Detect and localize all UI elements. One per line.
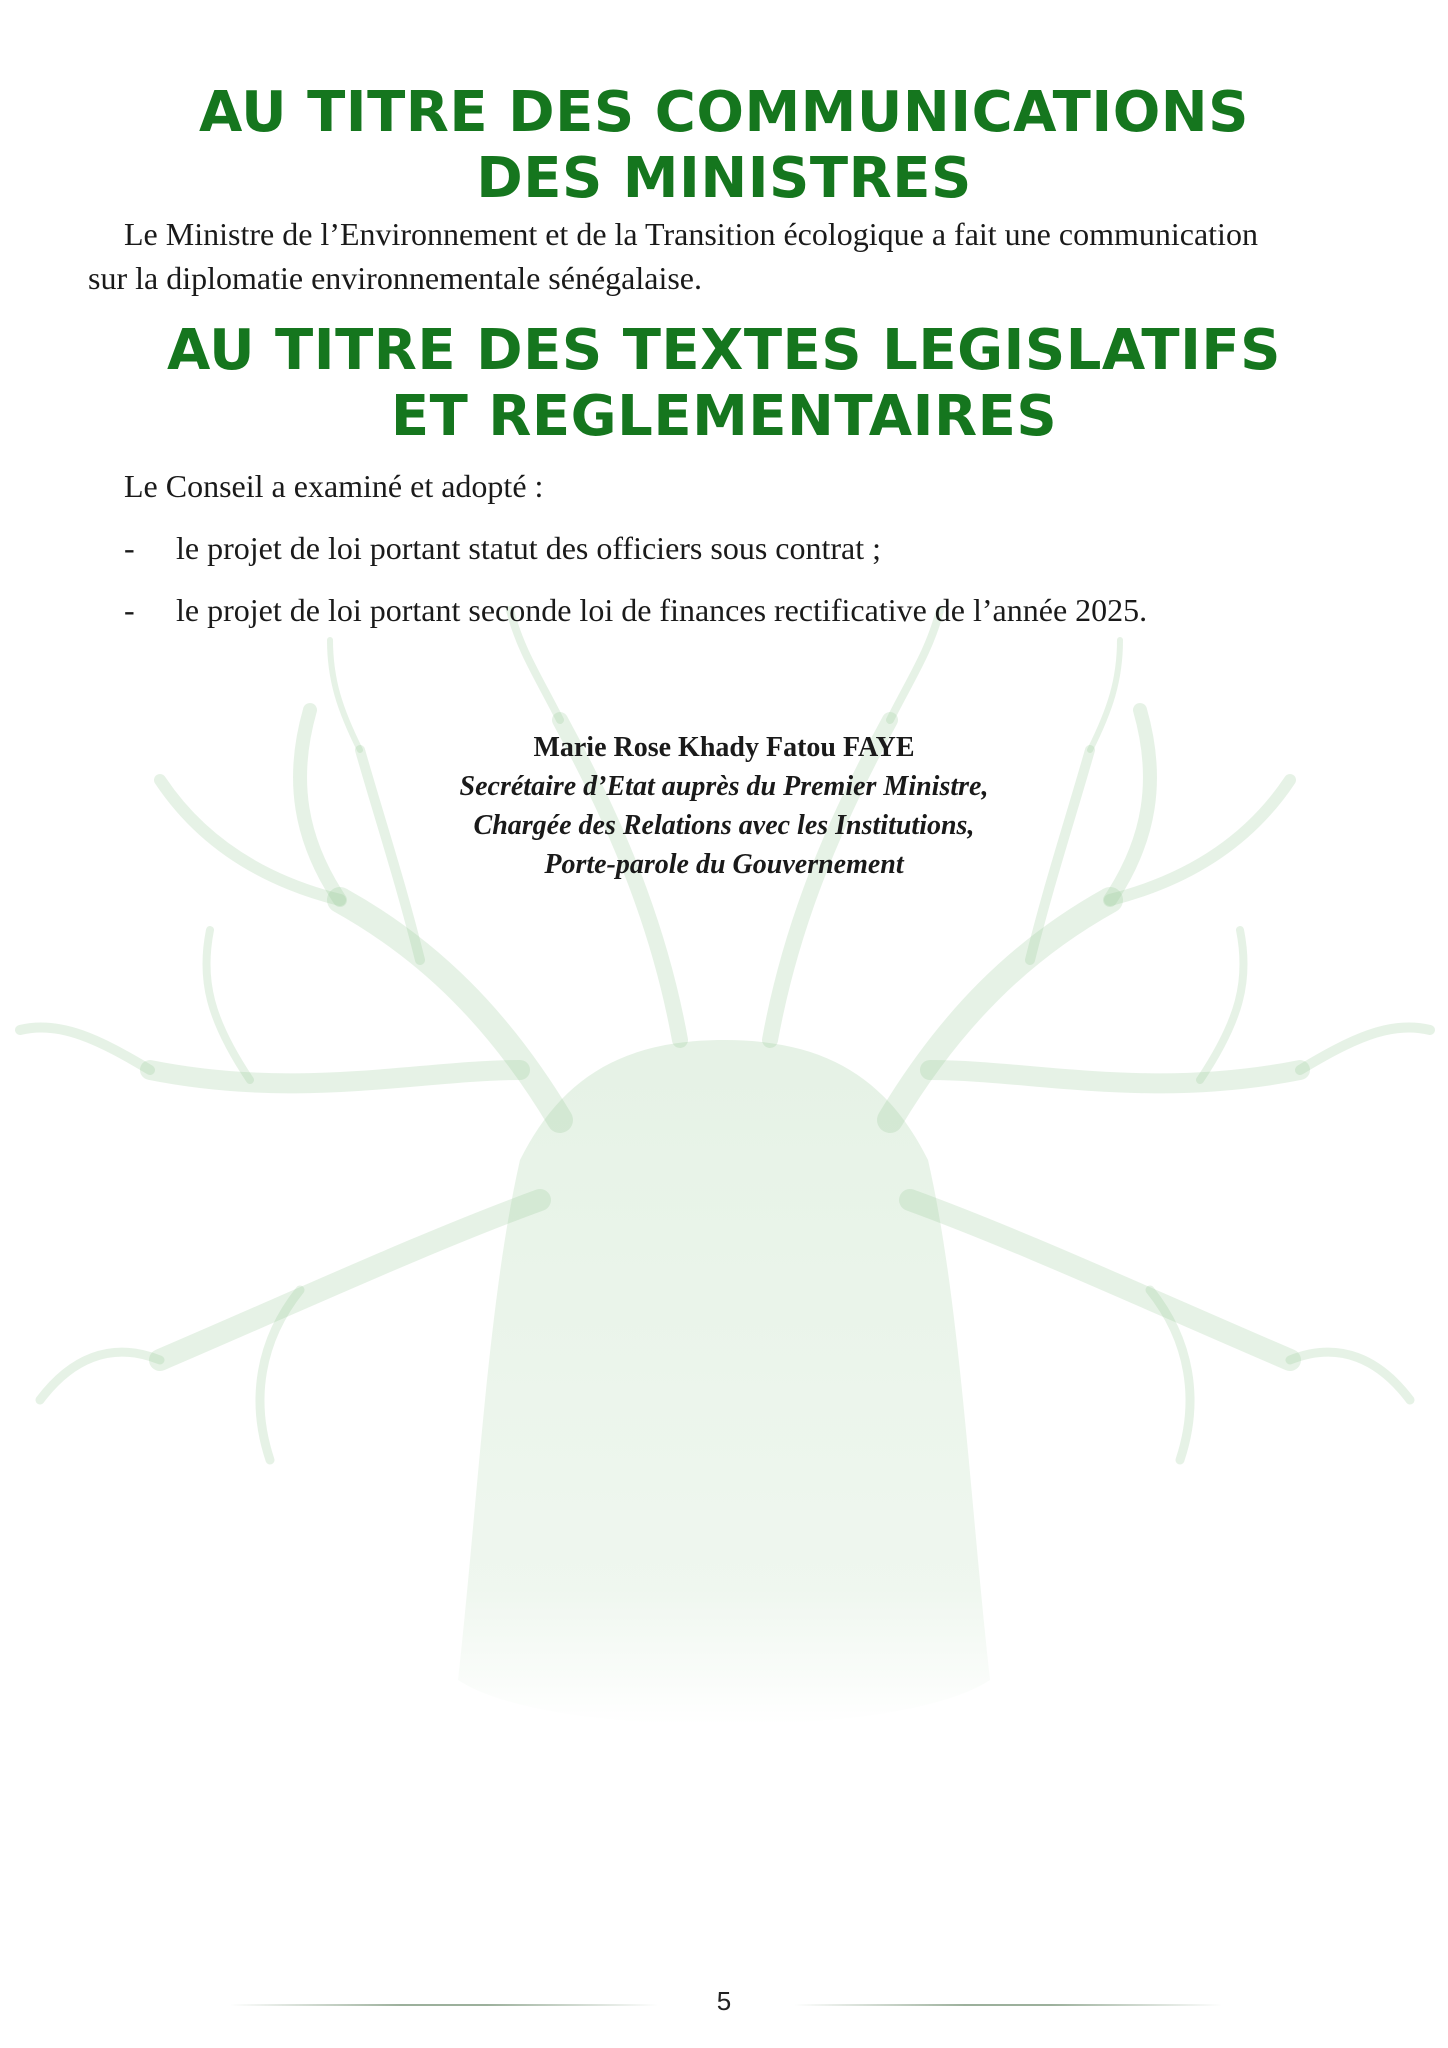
paragraph-line: sur la diplomatie environnementale sénégalaise. [88,260,702,296]
signature-block [0,728,1448,884]
paragraph-line: Le Ministre de l’Environnement et de la Transition écologique a fait une communication [124,216,1258,252]
heading-line: AU TITRE DES COMMUNICATIONS [198,80,1250,145]
signatory-role: Secrétaire d’Etat auprès du Premier Ministre, [459,771,989,802]
heading-line: AU TITRE DES TEXTES LEGISLATIFS [166,318,1282,383]
signatory-role: Chargée des Relations avec les Institutions, [473,810,975,841]
list-dash: - [124,530,135,566]
council-intro: Le Conseil a examiné et adopté : [124,468,544,504]
footer-divider-right [794,2004,1222,2006]
communication-paragraph [88,212,1378,300]
heading-line: DES MINISTRES [476,146,972,211]
list-item-text: le projet de loi portant seconde loi de finances rectificative de l’année 2025. [176,592,1148,628]
footer-divider-left [230,2004,658,2006]
list-item-text: le projet de loi portant statut des officiers sous contrat ; [176,530,882,566]
signatory-role: Porte-parole du Gouvernement [544,849,904,880]
section-heading-legislative-texts [0,318,1448,450]
section-heading-communications [0,80,1448,212]
heading-line: ET REGLEMENTAIRES [390,384,1058,449]
signatory-name: Marie Rose Khady Fatou FAYE [533,732,915,763]
list-dash: - [124,592,135,628]
page-number: 5 [716,1986,732,2016]
